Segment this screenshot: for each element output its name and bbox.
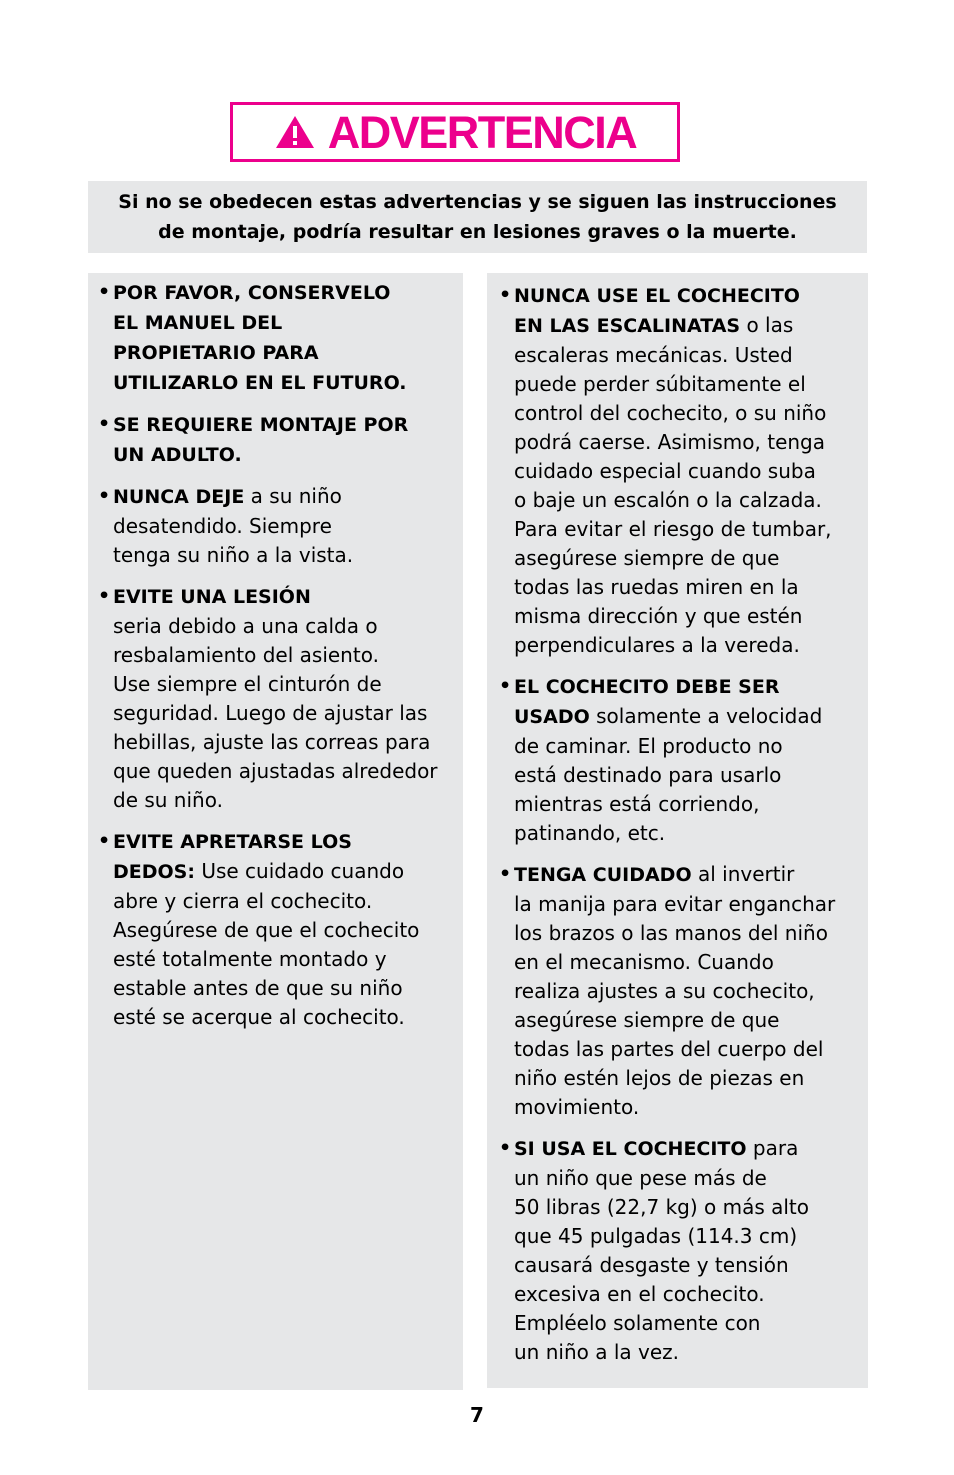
warning-line	[514, 457, 868, 486]
warning-line	[113, 512, 463, 541]
emphasis-text: SI USA EL COCHECITO	[514, 1138, 747, 1160]
warning-line	[514, 1134, 868, 1164]
intro-warning-box	[88, 181, 867, 253]
warning-line	[514, 672, 868, 702]
body-text: que 45 pulgadas (114.3 cm)	[514, 1224, 798, 1248]
body-text: excesiva en el cochecito.	[514, 1282, 765, 1306]
body-text: causará desgaste y tensión	[514, 1253, 789, 1277]
intro-line: de montaje, podría resultar en lesiones graves o la muerte.	[158, 221, 797, 243]
body-text: 50 libras (22,7 kg) o más alto	[514, 1195, 809, 1219]
warning-title: ADVERTENCIA	[327, 106, 637, 158]
body-text: esté totalmente montado y	[113, 947, 387, 971]
warning-line	[514, 1064, 868, 1093]
warning-title-box	[230, 102, 680, 162]
left-warning-column	[88, 273, 463, 1390]
warning-line	[514, 732, 868, 761]
warning-line	[113, 612, 463, 641]
body-text: resbalamiento del asiento.	[113, 643, 379, 667]
body-text: a su niño	[244, 484, 342, 508]
warning-line	[514, 631, 868, 660]
body-text: un niño que pese más de	[514, 1166, 767, 1190]
warning-line	[113, 338, 463, 368]
emphasis-text: DEDOS:	[113, 861, 195, 883]
body-text: niño estén lejos de piezas en	[514, 1066, 805, 1090]
warning-line	[514, 790, 868, 819]
emphasis-text: NUNCA DEJE	[113, 486, 245, 508]
body-text: o baje un escalón o la calzada.	[514, 488, 822, 512]
body-text: Asegúrese de que el cochecito	[113, 918, 420, 942]
warning-line	[514, 860, 868, 890]
warning-triangle-icon	[274, 114, 316, 150]
warning-line	[514, 311, 868, 341]
body-text: escaleras mecánicas. Usted	[514, 343, 793, 367]
warning-line	[113, 582, 463, 612]
body-text: mientras está corriendo,	[514, 792, 760, 816]
warning-line	[514, 1006, 868, 1035]
warning-line	[113, 887, 463, 916]
warning-line	[113, 757, 463, 786]
warning-line	[514, 341, 868, 370]
warning-line	[113, 641, 463, 670]
warning-line	[514, 890, 868, 919]
emphasis-text: TENGA CUIDADO	[514, 864, 692, 886]
emphasis-text: EL MANUEL DEL	[113, 312, 283, 334]
warning-line	[514, 486, 868, 515]
emphasis-text: EVITE UNA LESIÓN	[113, 586, 311, 608]
emphasis-text: EL COCHECITO DEBE SER	[514, 676, 780, 698]
body-text: podrá caerse. Asimismo, tenga	[514, 430, 826, 454]
warning-item	[98, 278, 463, 398]
warning-line	[113, 786, 463, 815]
warning-line	[514, 573, 868, 602]
body-text: solamente a velocidad	[589, 704, 823, 728]
warning-item	[499, 281, 868, 660]
body-text: estable antes de que su niño	[113, 976, 403, 1000]
body-text: que queden ajustadas alrededor	[113, 759, 438, 783]
body-text: Use siempre el cinturón de	[113, 672, 382, 696]
warning-line	[113, 670, 463, 699]
warning-line	[514, 1309, 868, 1338]
body-text: en el mecanismo. Cuando	[514, 950, 774, 974]
bullet: •	[98, 830, 111, 852]
body-text: los brazos o las manos del niño	[514, 921, 828, 945]
right-warning-column	[487, 273, 868, 1388]
body-text: tenga su niño a la vista.	[113, 543, 354, 567]
warning-line	[113, 827, 463, 857]
warning-item	[98, 827, 463, 1032]
body-text: desatendido. Siempre	[113, 514, 332, 538]
bullet: •	[98, 585, 111, 607]
warning-line	[113, 945, 463, 974]
warning-line	[113, 699, 463, 728]
page-number: 7	[470, 1403, 484, 1427]
body-text: para	[746, 1136, 799, 1160]
warning-line	[514, 819, 868, 848]
body-text: está destinado para usarlo	[514, 763, 782, 787]
warning-line	[514, 1338, 868, 1367]
warning-line	[514, 1035, 868, 1064]
warning-line	[514, 1193, 868, 1222]
body-text: todas las ruedas miren en la	[514, 575, 799, 599]
intro-line: Si no se obedecen estas advertencias y se siguen las instrucciones	[118, 191, 837, 213]
bullet: •	[98, 413, 111, 435]
warning-line	[514, 515, 868, 544]
body-text: misma dirección y que estén	[514, 604, 803, 628]
body-text: abre y cierra el cochecito.	[113, 889, 373, 913]
emphasis-text: SE REQUIERE MONTAJE POR	[113, 414, 409, 436]
body-text: Empléelo solamente con	[514, 1311, 761, 1335]
warning-line	[514, 761, 868, 790]
warning-line	[113, 440, 463, 470]
body-text: seria debido a una calda o	[113, 614, 378, 638]
warning-line	[514, 1093, 868, 1122]
warning-item	[98, 410, 463, 470]
warning-line	[113, 916, 463, 945]
body-text: cuidado especial cuando suba	[514, 459, 816, 483]
warning-line	[113, 368, 463, 398]
warning-line	[514, 948, 868, 977]
warning-item	[499, 860, 868, 1122]
bullet: •	[499, 284, 512, 306]
warning-line	[113, 728, 463, 757]
warning-line	[113, 857, 463, 887]
body-text: puede perder súbitamente el	[514, 372, 806, 396]
emphasis-text: UTILIZARLO EN EL FUTURO.	[113, 372, 407, 394]
warning-line	[514, 702, 868, 732]
body-text: un niño a la vez.	[514, 1340, 679, 1364]
warning-line	[113, 308, 463, 338]
warning-line	[514, 544, 868, 573]
body-text: asegúrese siempre de que	[514, 546, 780, 570]
warning-line	[514, 370, 868, 399]
body-text: asegúrese siempre de que	[514, 1008, 780, 1032]
body-text: seguridad. Luego de ajustar las	[113, 701, 428, 725]
emphasis-text: PROPIETARIO PARA	[113, 342, 319, 364]
warning-line	[514, 399, 868, 428]
warning-item	[98, 482, 463, 570]
body-text: movimiento.	[514, 1095, 640, 1119]
warning-item	[98, 582, 463, 815]
warning-line	[113, 541, 463, 570]
warning-line	[514, 977, 868, 1006]
warning-line	[113, 1003, 463, 1032]
emphasis-text: UN ADULTO.	[113, 444, 242, 466]
body-text: Para evitar el riesgo de tumbar,	[514, 517, 832, 541]
warning-line	[514, 1251, 868, 1280]
body-text: la manija para evitar enganchar	[514, 892, 836, 916]
bullet: •	[98, 281, 111, 303]
body-text: perpendiculares a la vereda.	[514, 633, 800, 657]
warning-line	[514, 1280, 868, 1309]
bullet: •	[499, 863, 512, 885]
bullet: •	[499, 675, 512, 697]
warning-line	[514, 1222, 868, 1251]
bullet: •	[499, 1137, 512, 1159]
warning-line	[514, 428, 868, 457]
emphasis-text: NUNCA USE EL COCHECITO	[514, 285, 800, 307]
body-text: o las	[740, 313, 794, 337]
body-text: realiza ajustes a su cochecito,	[514, 979, 815, 1003]
body-text: de su niño.	[113, 788, 223, 812]
body-text: Use cuidado cuando	[194, 859, 405, 883]
emphasis-text: EVITE APRETARSE LOS	[113, 831, 352, 853]
emphasis-text: POR FAVOR, CONSERVELO	[113, 282, 391, 304]
warning-line	[514, 602, 868, 631]
body-text: control del cochecito, o su niño	[514, 401, 827, 425]
body-text: al invertir	[691, 862, 795, 886]
body-text: esté se acerque al cochecito.	[113, 1005, 405, 1029]
warning-item	[499, 1134, 868, 1367]
warning-line	[113, 482, 463, 512]
warning-line	[514, 281, 868, 311]
warning-line	[113, 278, 463, 308]
warning-line	[113, 974, 463, 1003]
warning-item	[499, 672, 868, 848]
body-text: hebillas, ajuste las correas para	[113, 730, 431, 754]
warning-line	[113, 410, 463, 440]
warning-line	[514, 919, 868, 948]
warning-line	[514, 1164, 868, 1193]
body-text: todas las partes del cuerpo del	[514, 1037, 824, 1061]
body-text: patinando, etc.	[514, 821, 666, 845]
emphasis-text: EN LAS ESCALINATAS	[514, 315, 741, 337]
body-text: de caminar. El producto no	[514, 734, 783, 758]
emphasis-text: USADO	[514, 706, 590, 728]
bullet: •	[98, 485, 111, 507]
